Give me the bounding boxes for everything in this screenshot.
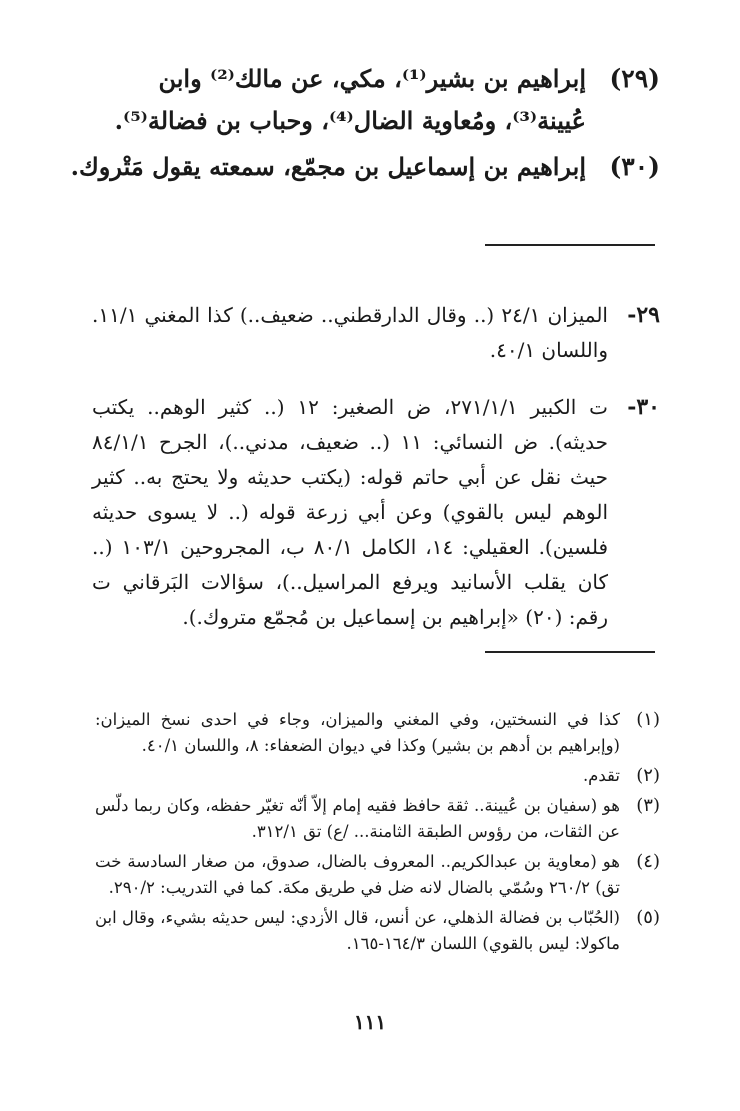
main-entry	[70, 58, 660, 142]
notes-block	[92, 298, 660, 635]
entry-number: (٢٩)	[609, 64, 660, 93]
note-entry	[92, 298, 660, 368]
footnote-text: تقدم.	[582, 766, 620, 785]
footnote	[95, 849, 660, 901]
footnotes-block	[95, 707, 660, 961]
note-number: ٢٩-	[627, 302, 660, 328]
footnote	[95, 707, 660, 759]
footnote-divider	[485, 651, 655, 653]
note-entry	[92, 390, 660, 635]
note-number: ٣٠-	[627, 394, 660, 420]
footnote-text: هو (سفيان بن عُيينة.. ثقة حافظ فقيه إمام إلاّ أنّه تغيّر حفظه، وكان ربما دلّس عن الثقات، من رؤوس الطبقة الثامنة... /ع) تق ٣١٢/١.	[95, 796, 620, 841]
footnote-number: (٤)	[636, 851, 660, 872]
footnote-text: كذا في النسختين، وفي المغني والميزان، وجاء في احدى نسخ الميزان: (وإبراهيم بن أدهم بن بشير) وكذا في ديوان الضعفاء: ٨، واللسان ٤٠/١.	[95, 710, 620, 755]
section-divider	[485, 244, 655, 246]
footnote	[95, 763, 660, 789]
footnote	[95, 905, 660, 957]
main-entry	[70, 146, 660, 188]
footnote-text: (الحُبّاب بن فضالة الذهلي، عن أنس، قال الأزدي: ليس حديثه بشيء، وقال ابن ماكولا: ليس بالقوي) اللسان ١٦٤/٣-١٦٥.	[95, 908, 620, 953]
note-text: الميزان ٢٤/١ (.. وقال الدارقطني.. ضعيف..) كذا المغني ١١/١. واللسان ٤٠/١.	[92, 303, 608, 362]
entry-text: إبراهيم بن بشير⁽¹⁾، مكي، عن مالك⁽²⁾ وابن عُيينة⁽³⁾، ومُعاوية الضال⁽⁴⁾، وحباب بن فضالة⁽⁵⁾.	[114, 64, 586, 135]
entry-number: (٣٠)	[609, 152, 660, 181]
footnote-number: (٢)	[636, 765, 660, 786]
main-text-block	[70, 58, 660, 188]
footnote	[95, 793, 660, 845]
footnote-text: هو (معاوية بن عبدالكريم.. المعروف بالضال، صدوق، من صغار السادسة خت تق) ٢٦٠/٢ وسُمّي بالضال لانه ضل في طريق مكة. كما في التدريب: ٢٩٠/٢.	[95, 852, 620, 897]
note-text: ت الكبير ٢٧١/١/١، ض الصغير: ١٢ (.. كثير الوهم.. يكتب حديثه). ض النسائي: ١١ (.. ضعيف، مدني..)، الجرح ٨٤/١/١ حيث نقل عن أبي حاتم قوله: (يكتب حديثه ولا يحتج به.. كثير الوهم ليس بالقوي) وعن أبي زرعة قوله (.. لا يسوى حديثه فلسين). العقيلي: ١٤، الكامل ٨٠/١ ب، المجروحين ١٠٣/١ (.. كان يقلب الأسانيد ويرفع المراسيل..)، سؤالات البَرقاني ت رقم: (٢٠) «إبراهيم بن إسماعيل بن مُجمّع متروك.).	[92, 395, 609, 629]
page-number: ١١١	[353, 1010, 387, 1034]
footnote-number: (١)	[636, 709, 660, 730]
footnote-number: (٣)	[636, 795, 660, 816]
entry-text: إبراهيم بن إسماعيل بن مجمّع، سمعته يقول مَتْروك.	[70, 152, 586, 181]
footnote-number: (٥)	[636, 907, 660, 928]
